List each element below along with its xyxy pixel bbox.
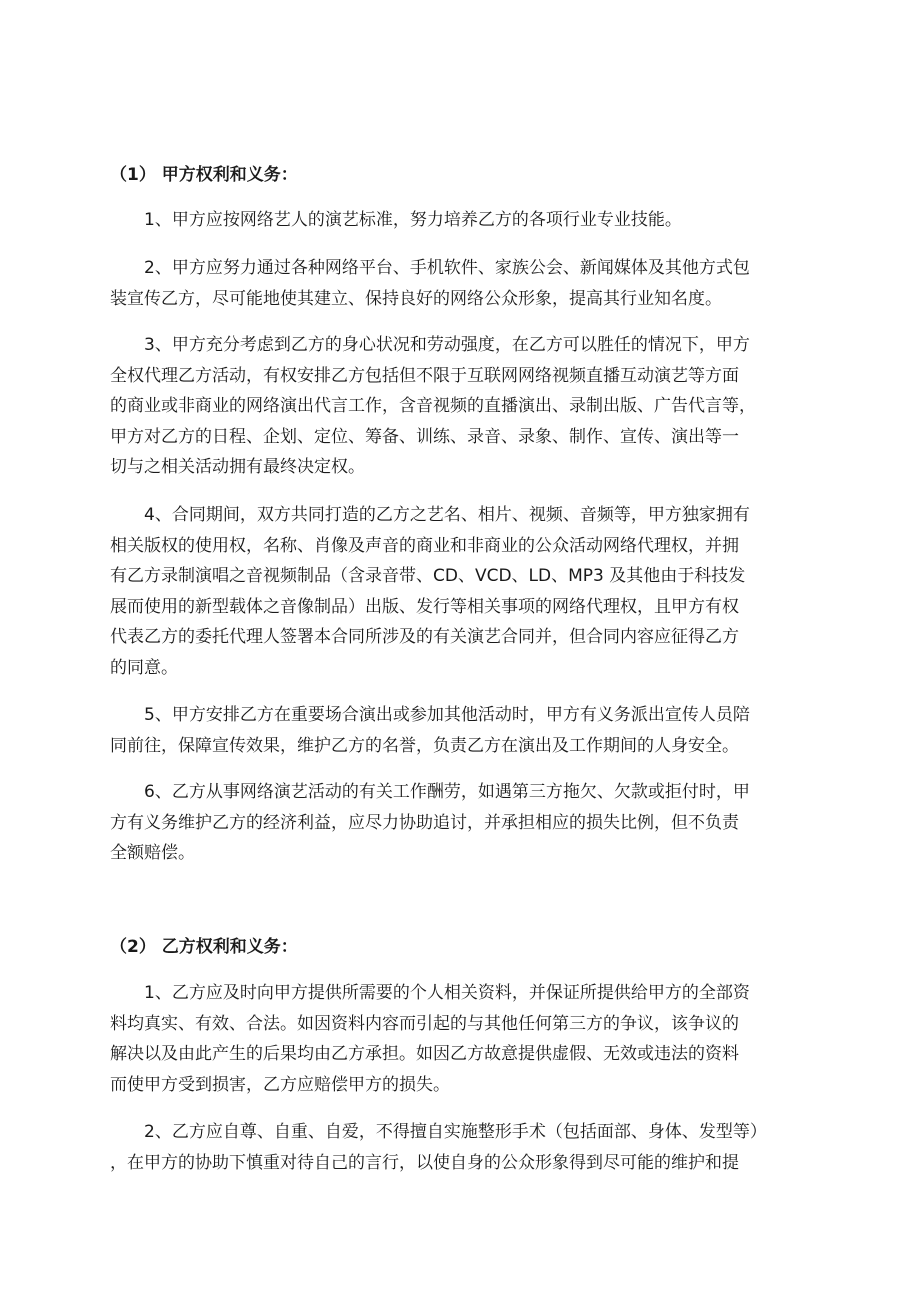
clause-line: 相关版权的使用权，名称、肖像及声音的商业和非商业的公众活动网络代理权，并拥 [110,535,739,556]
clause-line: 有乙方录制演唱之音视频制品（含录音带、CD、VCD、LD、MP3 及其他由于科技发 [110,566,746,586]
clause-line: 全额赔偿。 [110,843,195,863]
clause-line: 展而使用的新型载体之音像制品）出版、发行等相关事项的网络代理权，且甲方有权 [110,596,739,617]
party-b-clause-2 [110,1117,810,1178]
clause-line: 1、甲方应按网络艺人的演艺标准，努力培养乙方的各项行业专业技能。 [144,210,682,230]
clause-line: 6、乙方从事网络演艺活动的有关工作酬劳，如遇第三方拖欠、欠款或拒付时，甲 [144,782,750,802]
party-a-clause-4 [110,500,810,683]
clause-line: 装宣传乙方，尽可能地使其建立、保持良好的网络公众形象，提高其行业知名度。 [110,288,722,309]
clause-line: 方有义务维护乙方的经济利益，应尽力协助追讨，并承担相应的损失比例，但不负责 [110,812,739,833]
clause-line: 解决以及由此产生的后果均由乙方承担。如因乙方故意提供虚假、无效或违法的资料 [110,1044,739,1064]
clause-line: 1、乙方应及时向甲方提供所需要的个人相关资料，并保证所提供给甲方的全部资 [144,983,750,1003]
party-b-clause-1 [110,978,810,1100]
party-a-clause-6 [110,777,810,869]
clause-line: 5、甲方安排乙方在重要场合演出或参加其他活动时，甲方有义务派出宣传人员陪 [144,705,750,725]
clause-line: 同前往，保障宣传效果，维护乙方的名誉，负责乙方在演出及工作期间的人身安全。 [110,735,739,756]
clause-line: 的同意。 [110,657,178,678]
clause-line: 3、甲方充分考虑到乙方的身心状况和劳动强度，在乙方可以胜任的情况下，甲方 [144,335,750,355]
clause-line: 代表乙方的委托代理人签署本合同所涉及的有关演艺合同并，但合同内容应征得乙方 [110,627,739,647]
clause-line: 甲方对乙方的日程、企划、定位、筹备、训练、录音、录象、制作、宣传、演出等一 [110,426,739,447]
clause-line: 4、合同期间，双方共同打造的乙方之艺名、相片、视频、音频等，甲方独家拥有 [144,505,750,525]
clause-line: 2、甲方应努力通过各种网络平台、手机软件、家族公会、新闻媒体及其他方式包 [144,258,750,278]
section-heading-party-a: （1） 甲方权利和义务： [110,165,298,185]
clause-line: 料均真实、有效、合法。如因资料内容而引起的与其他任何第三方的争议，该争议的 [110,1013,739,1034]
party-a-clause-1 [110,205,810,236]
party-a-clause-5 [110,700,810,761]
party-a-clause-2 [110,253,810,314]
party-a-clause-3 [110,330,810,483]
clause-line: 而使甲方受到损害，乙方应赔偿甲方的损失。 [110,1074,450,1095]
clause-line: 的商业或非商业的网络演出代言工作，含音视频的直播演出、录制出版、广告代言等， [110,396,756,416]
section-heading-party-b: （2） 乙方权利和义务： [110,937,298,957]
clause-line: 2、乙方应自尊、自重、自爱，不得擅自实施整形手术（包括面部、身体、发型等） [144,1122,767,1142]
clause-line: 全权代理乙方活动，有权安排乙方包括但不限于互联网网络视频直播互动演艺等方面 [110,365,739,386]
clause-line: ，在甲方的协助下慎重对待自己的言行，以使自身的公众形象得到尽可能的维护和提 [110,1152,739,1173]
clause-line: 切与之相关活动拥有最终决定权。 [110,457,365,477]
